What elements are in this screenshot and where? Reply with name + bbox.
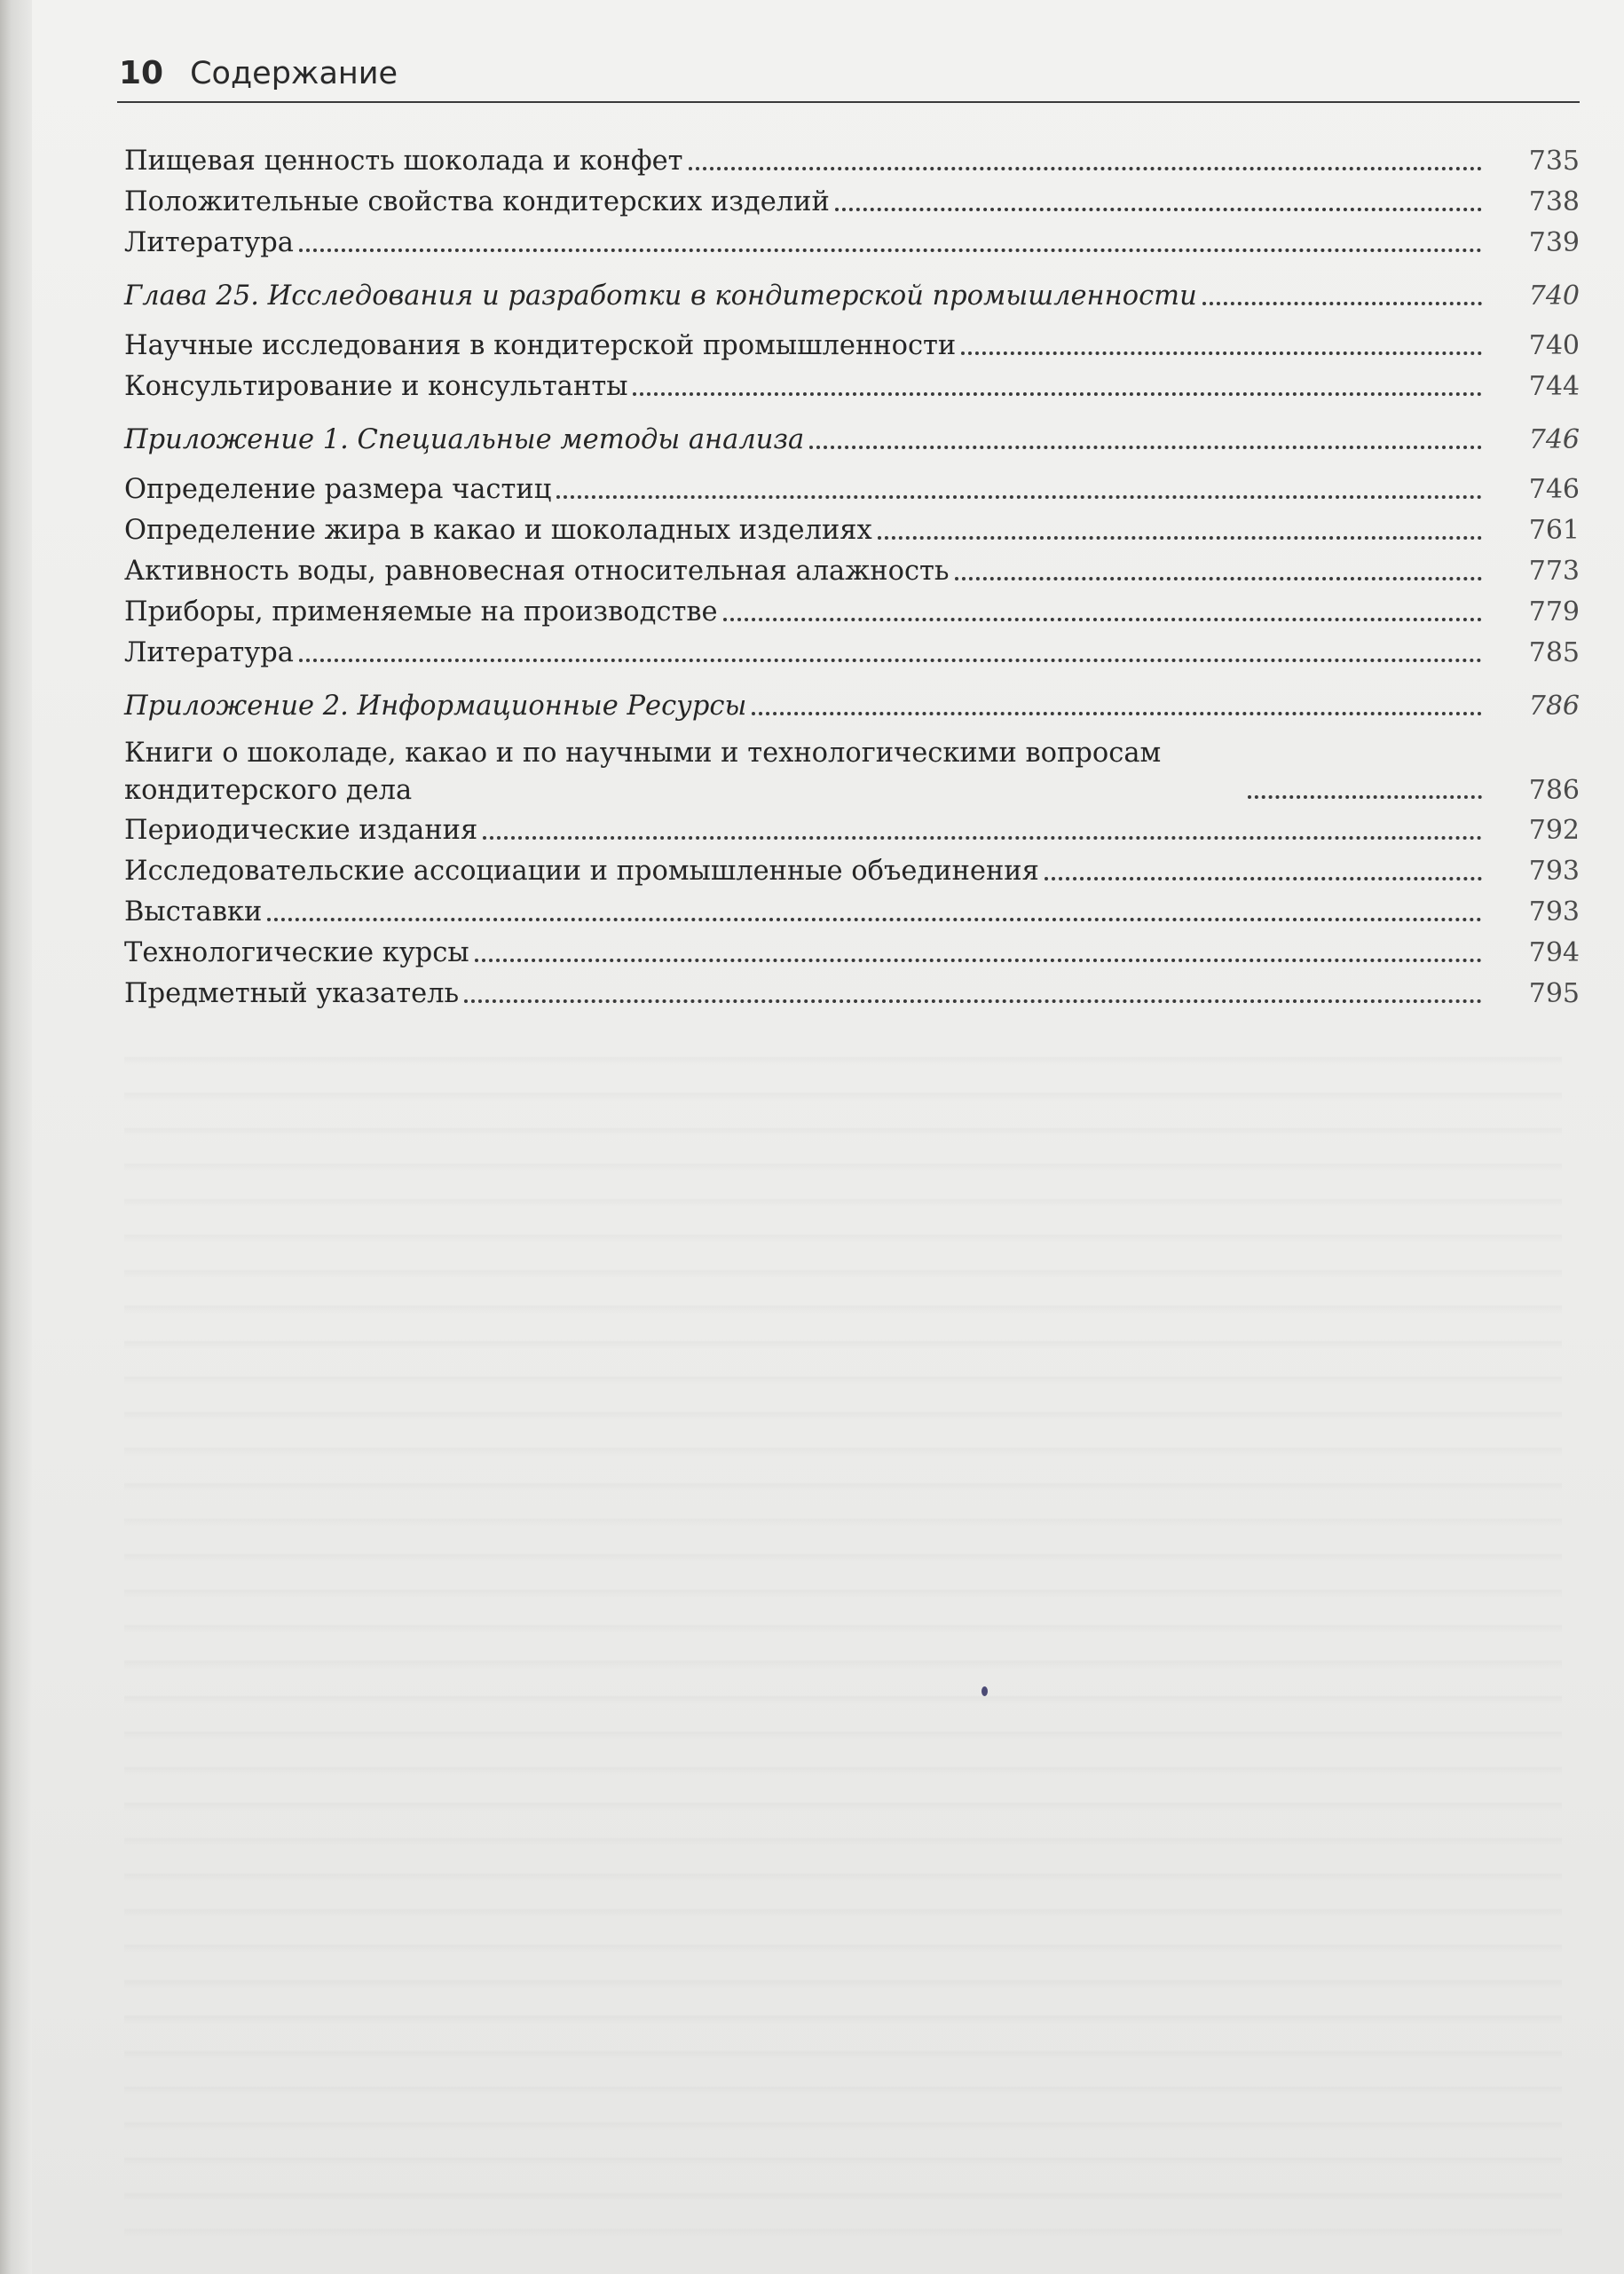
toc-entry-title: Определение размера частиц	[124, 474, 552, 505]
toc-page-number: 761	[1528, 515, 1580, 546]
toc-chapter-title: Приложение 1. Специальные методы анализа	[124, 424, 805, 455]
dot-leader	[809, 446, 1482, 449]
toc-chapter-heading[interactable]	[124, 419, 1580, 460]
toc-entry[interactable]	[124, 891, 1580, 932]
toc-page-number: 793	[1528, 856, 1580, 887]
toc-page-number: 773	[1528, 556, 1580, 587]
section-title: Содержание	[190, 56, 398, 91]
toc-entry-title: Предметный указатель	[124, 978, 460, 1009]
dot-leader	[878, 536, 1482, 540]
toc-entry-title: Книги о шоколаде, какао и по научными и технологическими вопросам кондитерского дела	[124, 738, 1162, 806]
dot-leader	[483, 836, 1482, 840]
toc-page-number: 786	[1528, 775, 1580, 806]
toc-page-number: 795	[1528, 978, 1580, 1009]
toc-page-number: 740	[1528, 280, 1580, 312]
toc-page-number: 794	[1528, 937, 1580, 968]
dot-leader	[1248, 795, 1482, 799]
toc-page-number: 746	[1528, 474, 1580, 505]
toc-entry[interactable]	[124, 735, 1580, 809]
toc-entry-title: Активность воды, равновесная относительная алажность	[124, 556, 950, 587]
toc-entry[interactable]	[124, 181, 1580, 222]
dot-leader	[299, 249, 1482, 252]
book-spine-shadow	[0, 0, 32, 2274]
toc-entry[interactable]	[124, 366, 1580, 407]
dot-leader	[752, 712, 1482, 715]
toc-entry[interactable]	[124, 809, 1580, 850]
ink-speck	[981, 1686, 988, 1696]
toc-entry-title: Литература	[124, 637, 294, 668]
toc-entry-title: Определение жира в какао и шоколадных изделиях	[124, 515, 872, 546]
toc-chapter-heading[interactable]	[124, 685, 1580, 726]
toc-page-number: 744	[1528, 371, 1580, 402]
toc-entry[interactable]	[124, 509, 1580, 550]
toc-page-number: 746	[1528, 424, 1580, 455]
toc-entry[interactable]	[124, 850, 1580, 891]
toc-chapter-heading[interactable]	[124, 275, 1580, 316]
dot-leader	[475, 959, 1482, 962]
dot-leader	[723, 618, 1482, 621]
toc-page-number: 740	[1528, 330, 1580, 361]
toc-entry[interactable]	[124, 632, 1580, 673]
toc-entry-title: Технологические курсы	[124, 937, 469, 968]
toc-entry[interactable]	[124, 550, 1580, 591]
toc-entry[interactable]	[124, 591, 1580, 632]
toc-page-number: 793	[1528, 896, 1580, 928]
dot-leader	[1202, 302, 1482, 305]
dot-leader	[464, 999, 1482, 1003]
toc-entry[interactable]	[124, 469, 1580, 509]
toc-entry[interactable]	[124, 973, 1580, 1014]
toc-page-number: 779	[1528, 596, 1580, 628]
table-of-contents	[124, 140, 1580, 1014]
toc-entry-title: Консультирование и консультанты	[124, 371, 628, 402]
toc-page-number: 739	[1528, 227, 1580, 258]
dot-leader	[556, 495, 1482, 499]
page-number: 10	[119, 55, 164, 91]
toc-entry[interactable]	[124, 222, 1580, 263]
toc-page-number: 738	[1528, 186, 1580, 217]
toc-page-number: 786	[1528, 691, 1580, 722]
toc-chapter-title: Глава 25. Исследования и разработки в кондитерской промышленности	[124, 280, 1197, 312]
toc-entry[interactable]	[124, 140, 1580, 181]
toc-entry-title: Литература	[124, 227, 294, 258]
dot-leader	[961, 351, 1482, 355]
toc-entry[interactable]	[124, 932, 1580, 973]
toc-entry-title: Выставки	[124, 896, 263, 928]
toc-entry-title: Периодические издания	[124, 815, 478, 846]
toc-entry[interactable]	[124, 325, 1580, 366]
toc-page-number: 735	[1528, 146, 1580, 177]
dot-leader	[689, 167, 1483, 170]
toc-page-number: 785	[1528, 637, 1580, 668]
toc-entry-title: Положительные свойства кондитерских изделий	[124, 186, 830, 217]
dot-leader	[835, 208, 1482, 211]
toc-entry-title: Научные исследования в кондитерской промышленности	[124, 330, 957, 361]
header-rule	[117, 101, 1580, 103]
running-head	[119, 55, 398, 91]
dot-leader	[955, 577, 1482, 580]
toc-entry-title: Исследовательские ассоциации и промышленные объединения	[124, 856, 1039, 887]
dot-leader	[633, 392, 1482, 396]
toc-entry-title: Приборы, применяемые на производстве	[124, 596, 718, 628]
toc-entry-title: Пищевая ценность шоколада и конфет	[124, 146, 683, 177]
show-through-text	[124, 1030, 1562, 2254]
dot-leader	[299, 659, 1482, 662]
dot-leader	[1045, 877, 1482, 880]
dot-leader	[267, 918, 1482, 921]
toc-page-number: 792	[1528, 815, 1580, 846]
toc-chapter-title: Приложение 2. Информационные Ресурсы	[124, 691, 747, 722]
